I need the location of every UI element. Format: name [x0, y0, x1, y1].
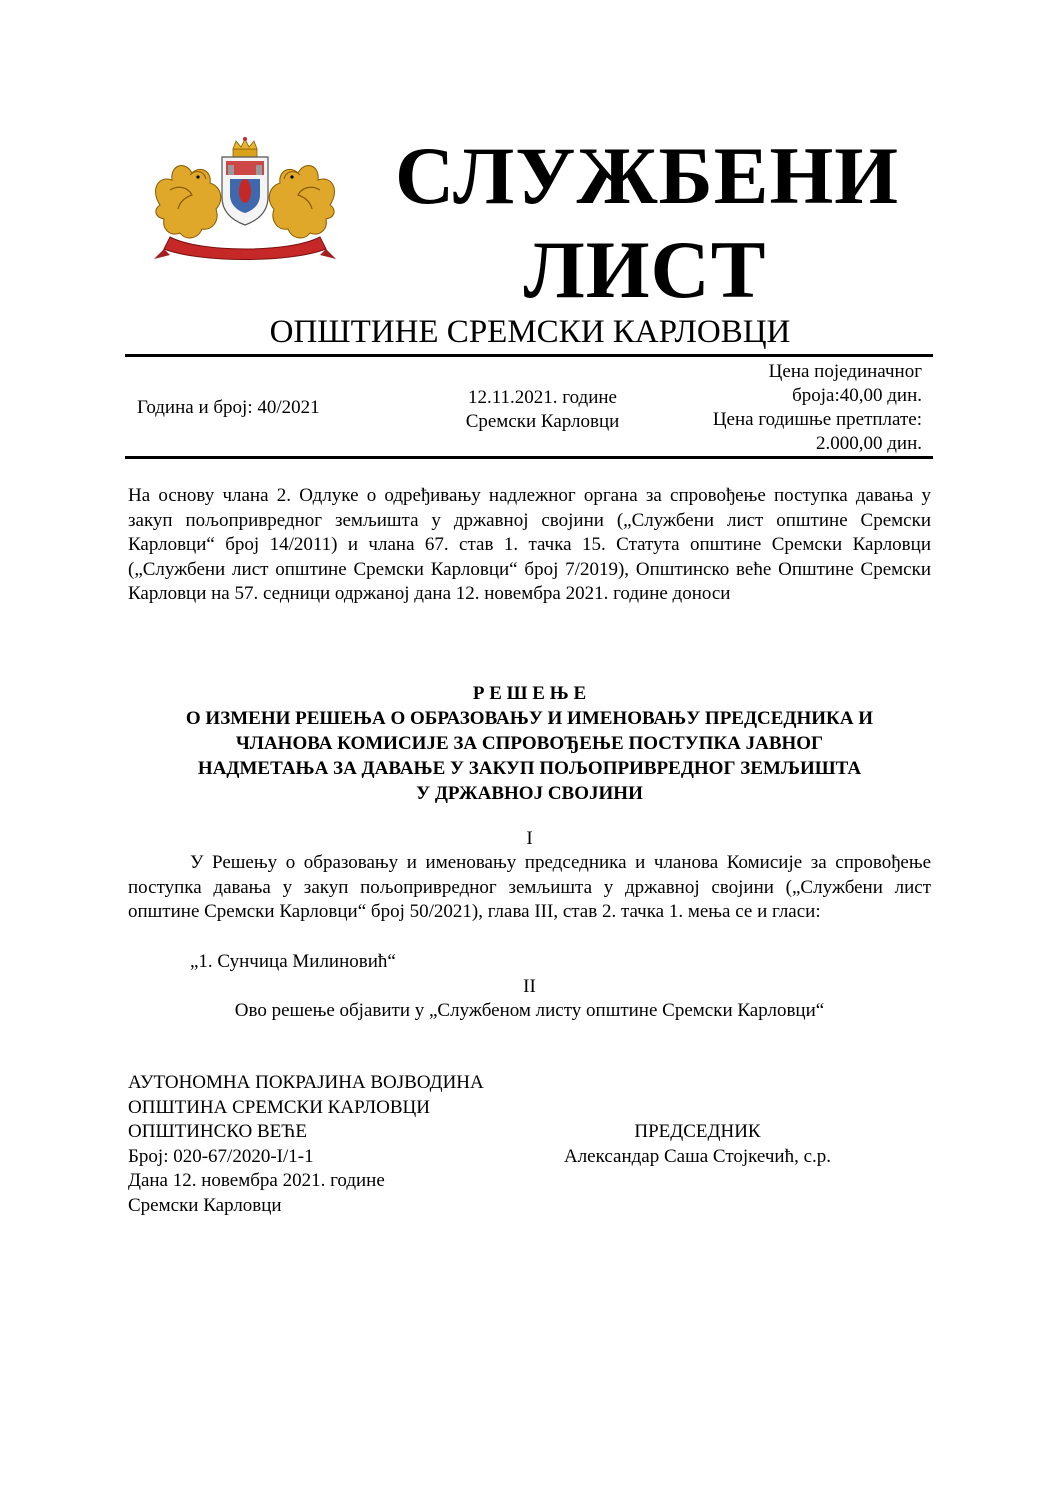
heading-line: О ИЗМЕНИ РЕШЕЊА О ОБРАЗОВАЊУ И ИМЕНОВАЊУ ПРЕДСЕДНИКА И: [185, 708, 874, 729]
section-1-number: I: [526, 828, 533, 849]
section-2-number: II: [523, 976, 536, 997]
issue-date: 12.11.2021. године: [467, 387, 617, 408]
price-line: броја:40,00 дин.: [792, 385, 922, 406]
shield-icon: [222, 157, 268, 225]
heading-line: ЧЛАНОВА КОМИСИЈЕ ЗА СПРОВОЂЕЊЕ ПОСТУПКА ЈАВНОГ: [235, 733, 824, 754]
heading-line: У ДРЖАВНОЈ СВОЈИНИ: [416, 783, 643, 804]
price-block: [660, 360, 922, 456]
signatory-role: ПРЕДСЕДНИК: [634, 1121, 761, 1142]
issuer-line: ОПШТИНСКО ВЕЋЕ: [128, 1121, 307, 1142]
section-1-quote: „1. Сунчица Милиновић“: [190, 951, 396, 972]
issuer-line: Дана 12. новембра 2021. године: [128, 1170, 385, 1191]
divider-bottom: [125, 456, 933, 459]
section-2-text: Ово решење објавити у „Службеном листу општине Сремски Карловци“: [234, 1000, 825, 1021]
masthead-subtitle: ОПШТИНЕ СРЕМСКИ КАРЛОВЦИ: [269, 314, 791, 350]
signatory-name: Александар Саша Стојкечић, с.р.: [563, 1145, 832, 1167]
price-line: Цена појединачног: [768, 361, 922, 382]
intro-paragraph: На основу члана 2. Одлуке о одређивању надлежног органа за спровођење поступка давања у закуп пољопривредног земљишта у државној својини („Службени лист општине Сремски Карловци“ број 14/2011) и члана 67. став 1. тачка 15. Статута општине Сремски Карловци („Службени лист општине Сремски Карловци“ број 7/2019), Општинско веће Општине Сремски Карловци на 57. седници одржаној дана 12. новембра 2021. године доноси: [128, 485, 931, 604]
crown-icon: [233, 137, 257, 157]
issuer-block: [128, 1071, 484, 1218]
heading-line: Р Е Ш Е Њ Е: [472, 683, 587, 704]
ribbon-icon: [154, 237, 336, 260]
section-1-text: У Решењу о образовању и именовању председника и чланова Комисије за спровођење поступка давања у закуп пољопривредног земљишта у државној својини („Службени лист општине Сремски Карловци“ број 50/2021), глава III, став 2. тачка 1. мења се и гласи:: [128, 852, 931, 922]
issuer-line: ОПШТИНА СРЕМСКИ КАРЛОВЦИ: [128, 1096, 430, 1118]
price-line: Цена годишње претплате:: [712, 409, 922, 430]
decision-heading: [128, 681, 931, 806]
divider-top: [125, 354, 933, 357]
price-line: 2.000,00 дин.: [815, 433, 922, 454]
masthead-title-line1: СЛУЖБЕНИ: [395, 130, 900, 221]
issue-date-place: [430, 386, 655, 434]
griffin-right-icon: [269, 166, 334, 238]
issuer-line: Сремски Карловци: [128, 1194, 282, 1216]
signature-block: [540, 1120, 855, 1169]
coat-of-arms-icon: [140, 135, 350, 265]
issue-place: Сремски Карловци: [465, 411, 620, 432]
issue-number: Година и број: 40/2021: [137, 397, 320, 418]
issuer-line: Број: 020-67/2020-I/1-1: [128, 1145, 314, 1167]
masthead-title-line2: ЛИСТ: [523, 224, 767, 315]
griffin-left-icon: [156, 166, 221, 238]
issuer-line: АУТОНОМНА ПОКРАЈИНА ВОЈВОДИНА: [128, 1072, 484, 1093]
heading-line: НАДМЕТАЊА ЗА ДАВАЊЕ У ЗАКУП ПОЉОПРИВРЕДНОГ ЗЕМЉИШТА: [197, 758, 862, 779]
